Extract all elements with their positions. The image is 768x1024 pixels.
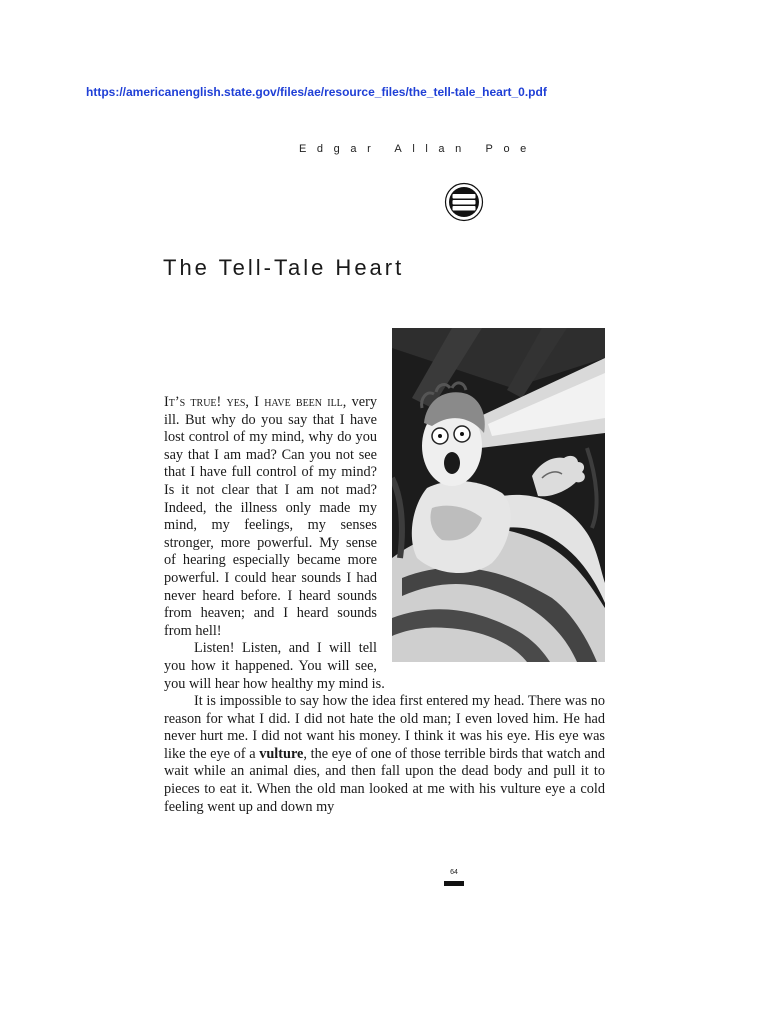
opening-regular: I	[248, 394, 265, 410]
paragraph-2: Listen! Listen, and I will tell you how it happened. You will see, you will hear how healthy my mind is.	[164, 640, 385, 692]
paragraph-1-rest: very ill. But why do you say that I have lost control of my mind, why do you say that I am mad? Can you not see that I have full control of my mind? Is it not clear that I am not mad? Indeed, the illness only made my mind, my feelings, my senses stronger, more powerful. My sense of hearing especially became more powerful. I could hear sounds I had never heard before. I heard sounds from heaven; and I heard sounds from hell!	[164, 394, 378, 639]
author-name: Edgar Allan Poe	[299, 143, 537, 155]
opening-smallcaps-2: have been ill,	[264, 394, 347, 410]
story-title: The Tell-Tale Heart	[163, 255, 405, 280]
paragraph-3-before: It is impossible to say how the idea first entered my head. There was no reason for what I did. I did not hate the old man; I even loved him. He had never hurt me. I did not want his money. I think it was his eye. His eye was like the eye of a	[164, 693, 605, 762]
page-number-bar	[444, 881, 464, 886]
story-body	[164, 394, 605, 816]
paragraph-3	[164, 693, 605, 816]
source-url-link[interactable]: https://americanenglish.state.gov/files/ae/resource_files/the_tell-tale_heart_0.pdf	[86, 85, 547, 99]
paragraph-3-after: , the eye of one of those terrible birds that watch and wait while an animal dies, and then fall upon the dead body and pull it to pieces to eat it. When the old man looked at me with his vulture eye a cold feeling went up and down my	[164, 745, 605, 815]
vocabulary-word: vulture	[259, 745, 304, 762]
page-number: 64	[450, 869, 458, 876]
chapter-emblem-icon	[444, 182, 484, 222]
opening-smallcaps-1: It’s true! yes,	[164, 394, 249, 410]
illustration-spacer	[377, 394, 605, 662]
